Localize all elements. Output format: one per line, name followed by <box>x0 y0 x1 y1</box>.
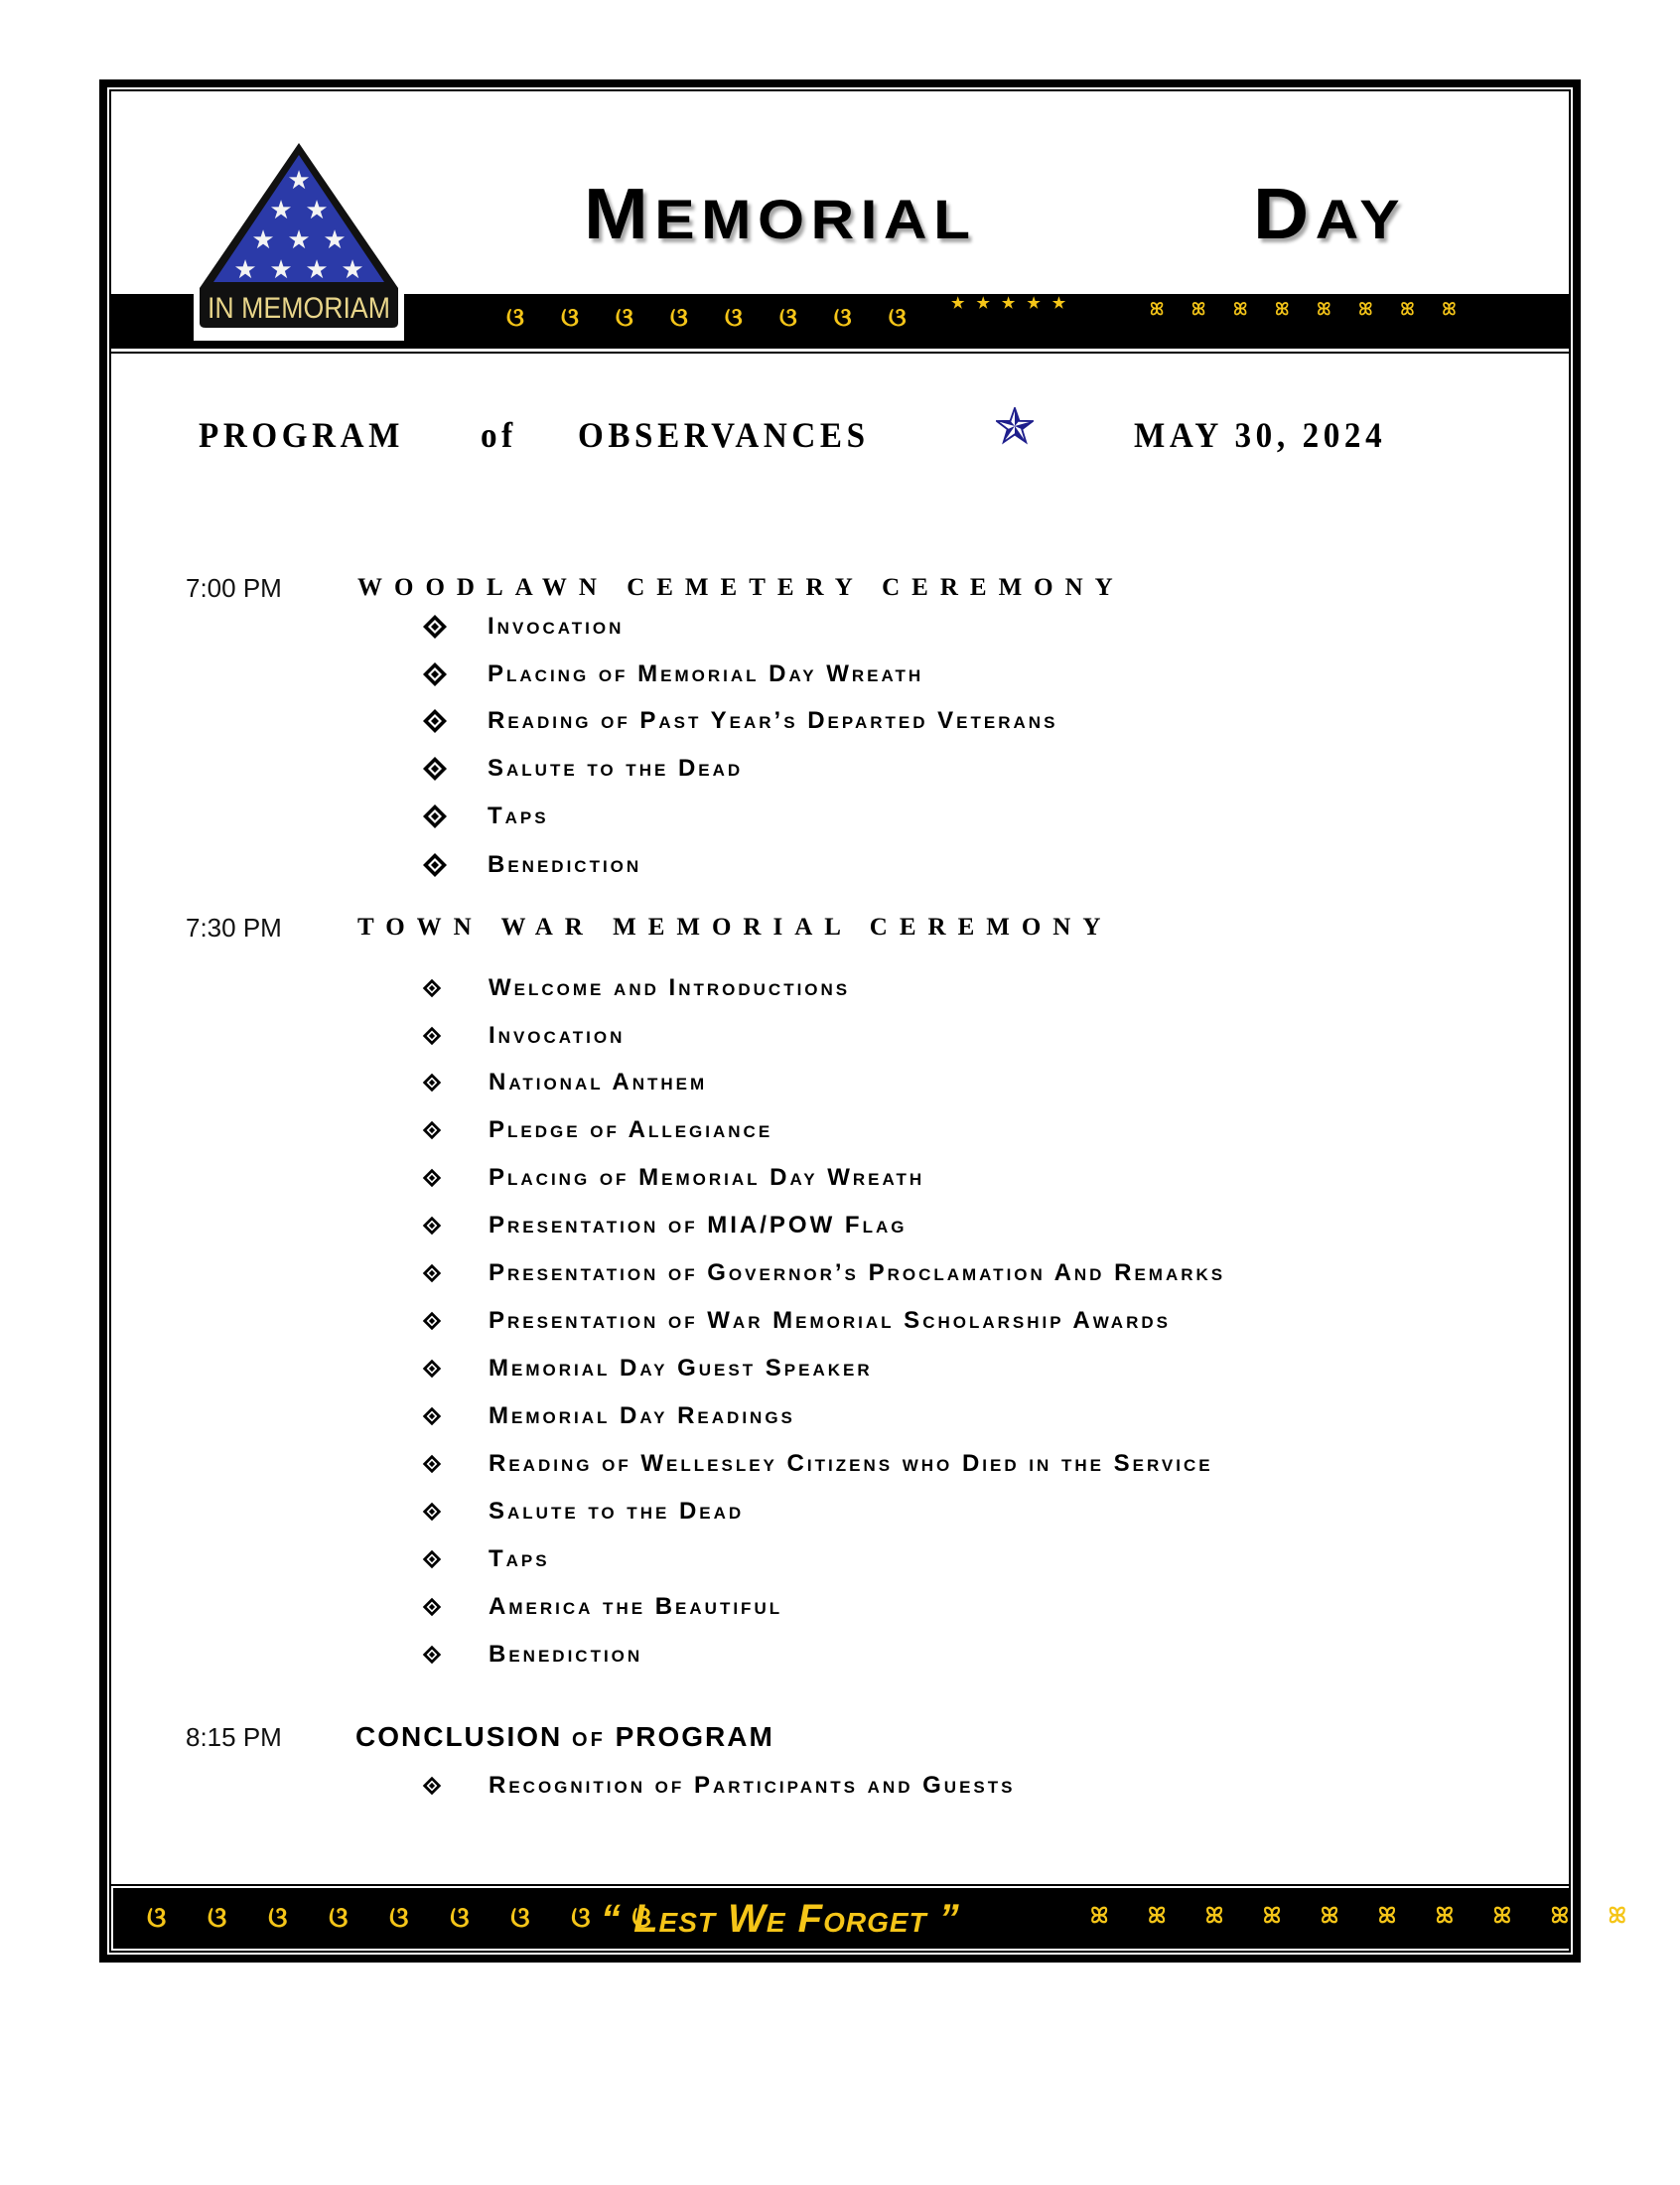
section-title-town-war-memorial: TOWN WAR MEMORIAL CEREMONY <box>357 914 1113 941</box>
list-item: Presentation of War Memorial Scholarship Awards <box>422 1303 1171 1339</box>
diamond-bullet-icon <box>422 1216 442 1236</box>
list-item: Benediction <box>422 847 641 883</box>
section-title-conclusion: CONCLUSION OF PROGRAM <box>355 1721 774 1752</box>
diamond-bullet-icon <box>422 852 448 878</box>
section-time-1: 7:00 PM <box>186 573 282 603</box>
folded-flag-in-memoriam-icon <box>194 139 404 341</box>
diamond-bullet-icon <box>422 1549 442 1569</box>
diamond-bullet-icon <box>422 1502 442 1522</box>
diamond-bullet-icon <box>422 1168 442 1188</box>
footer-rule-left <box>111 1886 113 1951</box>
svg-text:★: ★ <box>305 196 329 225</box>
list-item: National Anthem <box>422 1065 707 1100</box>
header-ornament-right: ꕤ ꕤ ꕤ ꕤ ꕤ ꕤ ꕤ ꕤ <box>1150 300 1468 320</box>
list-item: Pledge of Allegiance <box>422 1112 772 1148</box>
svg-text:★: ★ <box>269 255 293 285</box>
diamond-bullet-icon <box>422 1311 442 1331</box>
diamond-bullet-icon <box>422 978 442 998</box>
list-item: Taps <box>422 1541 550 1577</box>
diamond-bullet-icon <box>422 1597 442 1617</box>
inner-border <box>109 89 1571 1953</box>
section-time-2: 7:30 PM <box>186 913 282 943</box>
list-item: Benediction <box>422 1637 642 1673</box>
diamond-bullet-icon <box>422 1454 442 1474</box>
observances-label: OBSERVANCES <box>578 415 870 455</box>
list-item: Memorial Day Readings <box>422 1398 795 1434</box>
diamond-bullet-icon <box>422 1406 442 1426</box>
list-item: Reading of Past Year’s Departed Veterans <box>422 703 1057 739</box>
diamond-bullet-icon <box>422 708 448 734</box>
list-item: Invocation <box>422 1018 625 1054</box>
diamond-bullet-icon <box>422 1359 442 1379</box>
diamond-bullet-icon <box>422 1776 442 1796</box>
list-item: Taps <box>422 799 549 834</box>
footer-rule-top <box>111 1886 1569 1888</box>
list-item: Salute to the Dead <box>422 1494 744 1530</box>
diamond-bullet-icon <box>422 756 448 782</box>
diamond-bullet-icon <box>422 1645 442 1665</box>
page-title-word-day: DAY <box>1253 175 1407 254</box>
list-item: Welcome and Introductions <box>422 970 850 1006</box>
svg-text:★: ★ <box>287 225 311 255</box>
diamond-bullet-icon <box>422 803 448 829</box>
page-title-word-memorial: MEMORIAL <box>584 175 977 254</box>
program-label: PROGRAM <box>199 415 404 455</box>
header-ornament-left: ଓ ଓ ଓ ଓ ଓ ଓ ଓ ଓ <box>506 303 920 333</box>
header-star-row-icon: ★★★★★ <box>951 294 1078 312</box>
list-item: Reading of Wellesley Citizens who Died in the Service <box>422 1446 1213 1482</box>
diamond-bullet-icon <box>422 1120 442 1140</box>
svg-text:★: ★ <box>269 196 293 225</box>
footer-motto: “ Lest We Forget ” <box>601 1897 960 1941</box>
svg-text:★: ★ <box>251 225 275 255</box>
list-item: America the Beautiful <box>422 1589 782 1625</box>
footer-rule-bottom <box>111 1949 1569 1951</box>
list-item: Placing of Memorial Day Wreath <box>422 656 923 692</box>
section-title-woodlawn: WOODLAWN CEMETERY CEREMONY <box>357 574 1125 601</box>
diamond-bullet-icon <box>422 1263 442 1283</box>
svg-text:★: ★ <box>233 255 257 285</box>
diamond-bullet-icon <box>422 1073 442 1092</box>
program-of-label: of <box>481 415 517 455</box>
list-item: Invocation <box>422 609 624 645</box>
event-date: MAY 30, 2024 <box>1134 415 1387 455</box>
list-item: Salute to the Dead <box>422 751 743 787</box>
section-time-3: 8:15 PM <box>186 1722 282 1752</box>
footer-ornament-left: ଓ ଓ ଓ ଓ ଓ ଓ ଓ ଓ ଓ <box>147 1901 667 1934</box>
list-item: Recognition of Participants and Guests <box>422 1768 1015 1804</box>
footer-ornament-right: ꕤ ꕤ ꕤ ꕤ ꕤ ꕤ ꕤ ꕤ ꕤ ꕤ <box>1090 1903 1642 1929</box>
nautical-star-icon <box>996 407 1034 445</box>
diamond-bullet-icon <box>422 661 448 687</box>
logo-text: IN MEMORIAM <box>208 292 390 325</box>
header-rule <box>111 352 1569 354</box>
list-item: Placing of Memorial Day Wreath <box>422 1160 924 1196</box>
svg-text:★: ★ <box>323 225 347 255</box>
list-item: Presentation of Governor’s Proclamation And Remarks <box>422 1255 1225 1291</box>
diamond-bullet-icon <box>422 1026 442 1046</box>
svg-text:★: ★ <box>341 255 364 285</box>
svg-text:★: ★ <box>287 166 311 196</box>
list-item: Presentation of MIA/POW Flag <box>422 1208 907 1243</box>
diamond-bullet-icon <box>422 614 448 640</box>
svg-text:★: ★ <box>305 255 329 285</box>
list-item: Memorial Day Guest Speaker <box>422 1351 873 1386</box>
